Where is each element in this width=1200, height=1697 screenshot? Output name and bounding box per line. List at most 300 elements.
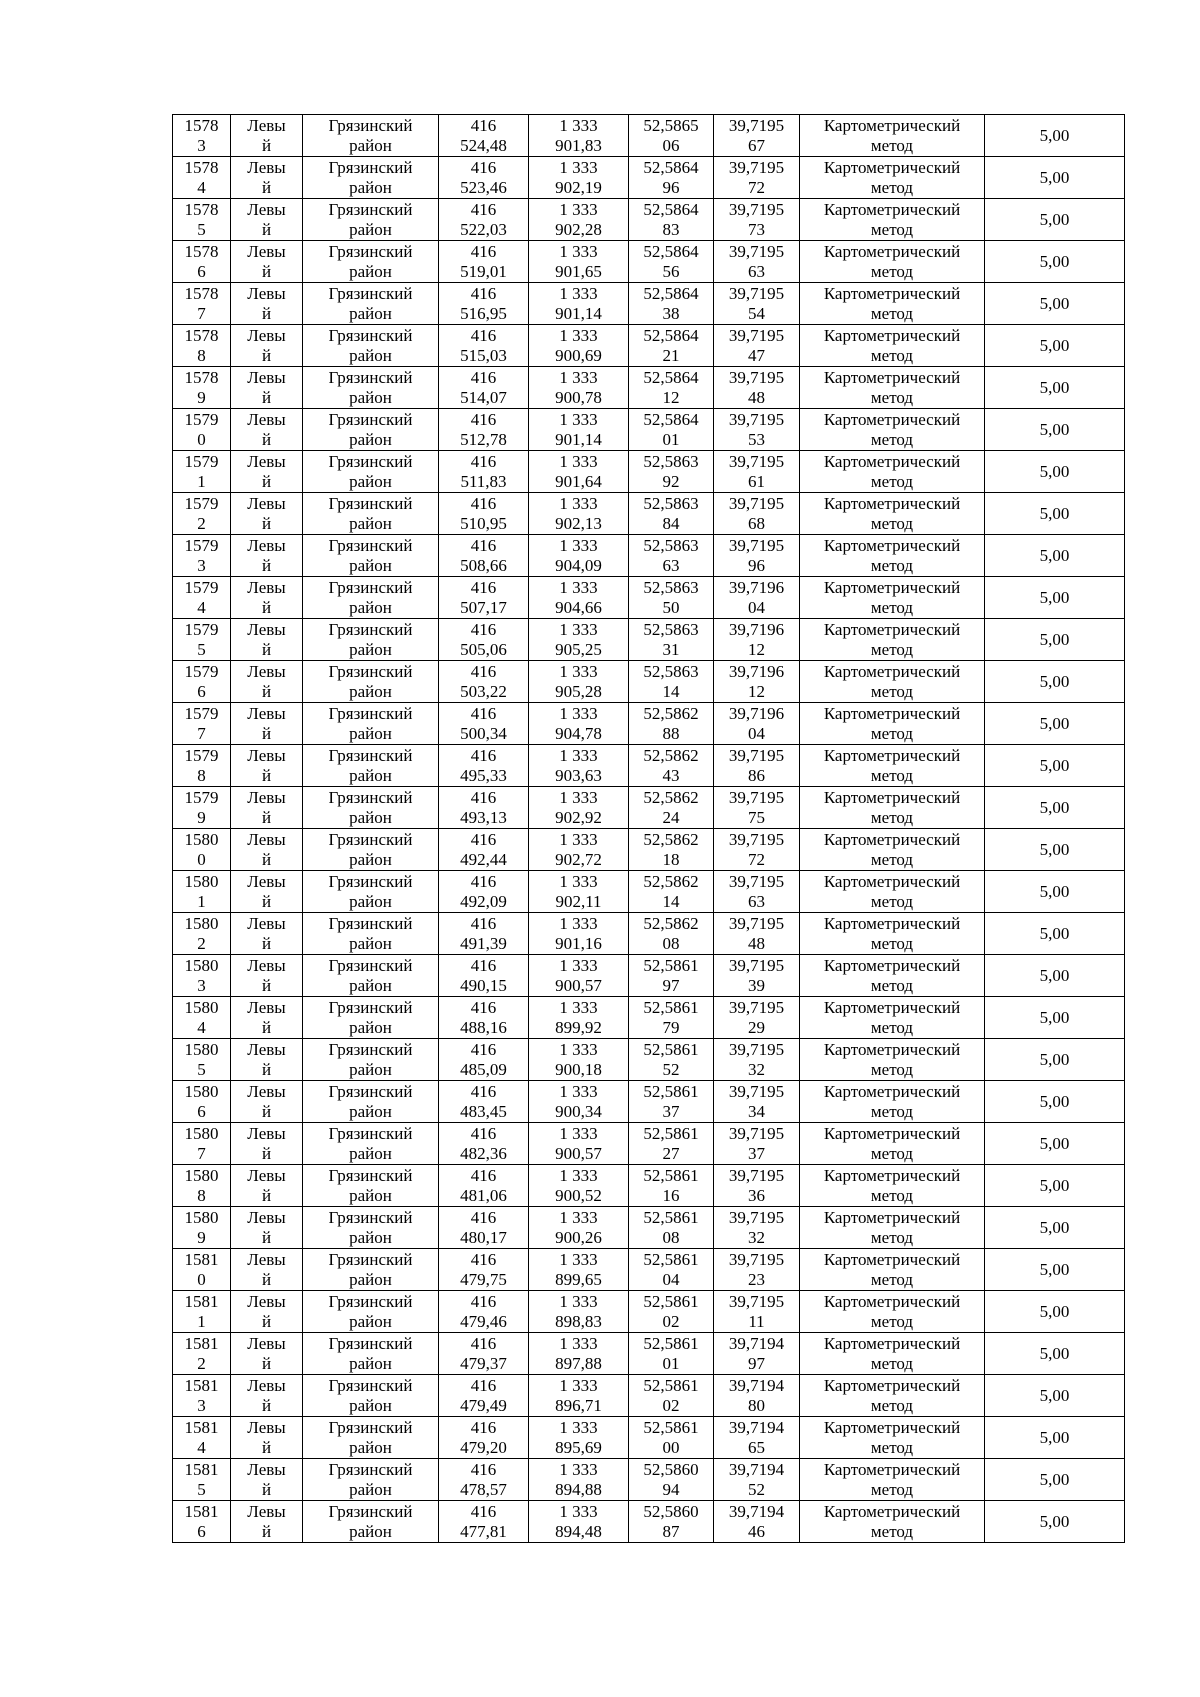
table-row xyxy=(173,451,1125,493)
latitude-line-1: 52,5860 xyxy=(643,1501,699,1521)
y-coordinate-cell xyxy=(529,1459,629,1501)
x-coordinate-line-2: 479,75 xyxy=(460,1269,507,1289)
longitude-line-2: 11 xyxy=(748,1311,765,1331)
method-cell xyxy=(800,1333,985,1375)
point-number-cell xyxy=(173,535,231,577)
table-row xyxy=(173,787,1125,829)
table-body xyxy=(173,115,1125,1543)
table-row xyxy=(173,1039,1125,1081)
table-row xyxy=(173,157,1125,199)
side-line-1: Левы xyxy=(247,115,286,135)
point-number-line-1: 1578 xyxy=(184,325,219,345)
latitude-line-1: 52,5861 xyxy=(643,1165,699,1185)
district-line-1: Грязинский xyxy=(328,871,413,891)
longitude-cell xyxy=(714,535,800,577)
side-cell xyxy=(231,703,303,745)
longitude-line-2: 12 xyxy=(748,681,765,701)
side-line-2: й xyxy=(261,1521,272,1541)
y-coordinate-cell xyxy=(529,1501,629,1543)
side-cell xyxy=(231,1207,303,1249)
y-coordinate-cell xyxy=(529,787,629,829)
district-cell xyxy=(303,493,439,535)
table-row xyxy=(173,283,1125,325)
district-line-1: Грязинский xyxy=(328,1165,413,1185)
longitude-line-1: 39,7195 xyxy=(728,409,785,429)
method-cell xyxy=(800,703,985,745)
latitude-line-2: 37 xyxy=(662,1101,680,1121)
side-line-2: й xyxy=(261,1143,272,1163)
method-line-2: метод xyxy=(870,345,914,365)
x-coordinate-line-2: 492,44 xyxy=(460,849,507,869)
method-line-1: Картометрический xyxy=(823,1459,961,1479)
district-line-2: район xyxy=(349,933,392,953)
point-number-line-2: 5 xyxy=(197,1479,206,1499)
longitude-line-1: 39,7195 xyxy=(728,493,785,513)
district-cell xyxy=(303,157,439,199)
x-coordinate-cell xyxy=(439,283,529,325)
point-number-cell xyxy=(173,577,231,619)
district-line-1: Грязинский xyxy=(328,1417,413,1437)
x-coordinate-line-1: 416 xyxy=(470,913,497,933)
latitude-line-1: 52,5863 xyxy=(643,619,699,639)
district-line-2: район xyxy=(349,975,392,995)
point-number-line-1: 1579 xyxy=(184,787,219,807)
method-cell xyxy=(800,745,985,787)
latitude-cell xyxy=(629,241,714,283)
x-coordinate-cell xyxy=(439,703,529,745)
longitude-line-1: 39,7195 xyxy=(728,451,785,471)
y-coordinate-cell xyxy=(529,1207,629,1249)
point-number-line-1: 1579 xyxy=(184,661,219,681)
y-coordinate-line-2: 897,88 xyxy=(555,1353,602,1373)
side-line-2: й xyxy=(261,1059,272,1079)
side-line-2: й xyxy=(261,765,272,785)
y-coordinate-line-1: 1 333 xyxy=(559,703,598,723)
method-line-2: метод xyxy=(870,177,914,197)
latitude-line-2: 16 xyxy=(662,1185,680,1205)
x-coordinate-cell xyxy=(439,1459,529,1501)
district-line-1: Грязинский xyxy=(328,367,413,387)
table-row xyxy=(173,997,1125,1039)
table-row xyxy=(173,1207,1125,1249)
point-number-cell xyxy=(173,1375,231,1417)
y-coordinate-line-1: 1 333 xyxy=(559,661,598,681)
y-coordinate-cell xyxy=(529,1417,629,1459)
latitude-line-2: 92 xyxy=(662,471,680,491)
method-line-1: Картометрический xyxy=(823,1291,961,1311)
y-coordinate-line-1: 1 333 xyxy=(559,157,598,177)
longitude-line-1: 39,7196 xyxy=(728,619,785,639)
point-number-line-2: 4 xyxy=(197,1437,206,1457)
x-coordinate-line-1: 416 xyxy=(470,997,497,1017)
district-cell xyxy=(303,703,439,745)
y-coordinate-line-2: 901,83 xyxy=(555,135,602,155)
method-line-1: Картометрический xyxy=(823,1081,961,1101)
district-line-2: район xyxy=(349,723,392,743)
y-coordinate-line-1: 1 333 xyxy=(559,787,598,807)
latitude-line-1: 52,5862 xyxy=(643,703,699,723)
point-number-cell xyxy=(173,115,231,157)
longitude-line-2: 52 xyxy=(748,1479,765,1499)
accuracy-cell: 5,00 xyxy=(985,619,1125,661)
side-cell xyxy=(231,913,303,955)
y-coordinate-line-1: 1 333 xyxy=(559,1165,598,1185)
latitude-line-2: 31 xyxy=(662,639,680,659)
x-coordinate-line-1: 416 xyxy=(470,745,497,765)
table-row xyxy=(173,871,1125,913)
y-coordinate-cell xyxy=(529,1123,629,1165)
latitude-cell xyxy=(629,1123,714,1165)
y-coordinate-cell xyxy=(529,577,629,619)
latitude-line-1: 52,5863 xyxy=(643,577,699,597)
y-coordinate-cell xyxy=(529,1249,629,1291)
point-number-cell xyxy=(173,409,231,451)
method-line-1: Картометрический xyxy=(823,451,961,471)
latitude-line-2: 27 xyxy=(662,1143,680,1163)
y-coordinate-line-1: 1 333 xyxy=(559,913,598,933)
longitude-line-2: 86 xyxy=(748,765,765,785)
longitude-line-2: 34 xyxy=(748,1101,765,1121)
district-line-1: Грязинский xyxy=(328,115,413,135)
longitude-cell xyxy=(714,955,800,997)
side-cell xyxy=(231,115,303,157)
point-number-line-1: 1578 xyxy=(184,241,219,261)
longitude-line-1: 39,7195 xyxy=(728,913,785,933)
longitude-cell xyxy=(714,115,800,157)
method-line-2: метод xyxy=(870,597,914,617)
longitude-line-2: 12 xyxy=(748,639,765,659)
longitude-cell xyxy=(714,871,800,913)
district-line-2: район xyxy=(349,219,392,239)
latitude-cell xyxy=(629,1039,714,1081)
district-line-2: район xyxy=(349,429,392,449)
y-coordinate-line-1: 1 333 xyxy=(559,325,598,345)
district-line-2: район xyxy=(349,1269,392,1289)
x-coordinate-line-1: 416 xyxy=(470,829,497,849)
longitude-cell xyxy=(714,1291,800,1333)
point-number-cell xyxy=(173,451,231,493)
longitude-line-1: 39,7195 xyxy=(728,325,785,345)
x-coordinate-line-2: 488,16 xyxy=(460,1017,507,1037)
x-coordinate-line-1: 416 xyxy=(470,1291,497,1311)
method-line-2: метод xyxy=(870,891,914,911)
point-number-cell xyxy=(173,241,231,283)
x-coordinate-cell xyxy=(439,997,529,1039)
point-number-line-1: 1579 xyxy=(184,493,219,513)
table-row xyxy=(173,409,1125,451)
method-line-2: метод xyxy=(870,1227,914,1247)
y-coordinate-cell xyxy=(529,367,629,409)
point-number-cell xyxy=(173,955,231,997)
method-line-2: метод xyxy=(870,1353,914,1373)
y-coordinate-cell xyxy=(529,997,629,1039)
side-line-2: й xyxy=(261,849,272,869)
y-coordinate-line-2: 899,65 xyxy=(555,1269,602,1289)
point-number-cell xyxy=(173,1501,231,1543)
point-number-line-1: 1581 xyxy=(184,1333,219,1353)
side-line-2: й xyxy=(261,597,272,617)
point-number-cell xyxy=(173,703,231,745)
method-cell xyxy=(800,157,985,199)
side-line-1: Левы xyxy=(247,451,286,471)
district-cell xyxy=(303,451,439,493)
latitude-line-2: 50 xyxy=(662,597,680,617)
point-number-line-2: 3 xyxy=(197,135,206,155)
latitude-line-1: 52,5861 xyxy=(643,1207,699,1227)
point-number-line-2: 5 xyxy=(197,639,206,659)
table-row xyxy=(173,325,1125,367)
method-line-1: Картометрический xyxy=(823,1039,961,1059)
side-cell xyxy=(231,1039,303,1081)
point-number-line-2: 9 xyxy=(197,807,206,827)
y-coordinate-cell xyxy=(529,409,629,451)
side-cell xyxy=(231,871,303,913)
method-line-1: Картометрический xyxy=(823,115,961,135)
side-line-2: й xyxy=(261,1185,272,1205)
longitude-cell xyxy=(714,1333,800,1375)
accuracy-cell: 5,00 xyxy=(985,1501,1125,1543)
latitude-cell xyxy=(629,955,714,997)
district-line-1: Грязинский xyxy=(328,451,413,471)
latitude-line-1: 52,5863 xyxy=(643,451,699,471)
latitude-line-2: 43 xyxy=(662,765,680,785)
accuracy-cell: 5,00 xyxy=(985,1333,1125,1375)
y-coordinate-cell xyxy=(529,871,629,913)
side-line-2: й xyxy=(261,429,272,449)
side-line-1: Левы xyxy=(247,1081,286,1101)
x-coordinate-line-1: 416 xyxy=(470,871,497,891)
point-number-line-1: 1579 xyxy=(184,619,219,639)
side-line-2: й xyxy=(261,513,272,533)
y-coordinate-line-2: 901,64 xyxy=(555,471,602,491)
x-coordinate-cell xyxy=(439,199,529,241)
accuracy-cell: 5,00 xyxy=(985,1417,1125,1459)
method-line-1: Картометрический xyxy=(823,241,961,261)
point-number-cell xyxy=(173,997,231,1039)
y-coordinate-cell xyxy=(529,157,629,199)
method-cell xyxy=(800,199,985,241)
district-line-1: Грязинский xyxy=(328,1123,413,1143)
method-cell xyxy=(800,1291,985,1333)
x-coordinate-line-2: 512,78 xyxy=(460,429,507,449)
side-cell xyxy=(231,367,303,409)
longitude-line-1: 39,7195 xyxy=(728,1207,785,1227)
accuracy-cell: 5,00 xyxy=(985,325,1125,367)
side-line-2: й xyxy=(261,975,272,995)
accuracy-cell: 5,00 xyxy=(985,199,1125,241)
method-cell xyxy=(800,829,985,871)
point-number-line-2: 3 xyxy=(197,975,206,995)
district-line-1: Грязинский xyxy=(328,199,413,219)
latitude-line-2: 79 xyxy=(662,1017,680,1037)
side-line-2: й xyxy=(261,1437,272,1457)
point-number-line-1: 1579 xyxy=(184,409,219,429)
point-number-line-2: 6 xyxy=(197,681,206,701)
x-coordinate-line-1: 416 xyxy=(470,493,497,513)
y-coordinate-line-1: 1 333 xyxy=(559,1207,598,1227)
point-number-cell xyxy=(173,871,231,913)
latitude-line-2: 08 xyxy=(662,1227,680,1247)
accuracy-cell: 5,00 xyxy=(985,829,1125,871)
accuracy-cell: 5,00 xyxy=(985,1039,1125,1081)
latitude-line-2: 96 xyxy=(662,177,680,197)
method-line-2: метод xyxy=(870,1437,914,1457)
y-coordinate-line-1: 1 333 xyxy=(559,1291,598,1311)
method-line-1: Картометрический xyxy=(823,1375,961,1395)
side-line-1: Левы xyxy=(247,199,286,219)
method-line-1: Картометрический xyxy=(823,157,961,177)
x-coordinate-cell xyxy=(439,115,529,157)
method-line-1: Картометрический xyxy=(823,703,961,723)
method-cell xyxy=(800,367,985,409)
x-coordinate-line-2: 503,22 xyxy=(460,681,507,701)
point-number-line-2: 6 xyxy=(197,1101,206,1121)
longitude-cell xyxy=(714,199,800,241)
side-line-2: й xyxy=(261,1479,272,1499)
longitude-line-2: 96 xyxy=(748,555,765,575)
longitude-cell xyxy=(714,367,800,409)
accuracy-cell: 5,00 xyxy=(985,241,1125,283)
side-line-1: Левы xyxy=(247,913,286,933)
longitude-line-1: 39,7196 xyxy=(728,703,785,723)
side-cell xyxy=(231,1501,303,1543)
side-cell xyxy=(231,1333,303,1375)
point-number-line-2: 7 xyxy=(197,1143,206,1163)
method-line-1: Картометрический xyxy=(823,871,961,891)
district-cell xyxy=(303,1333,439,1375)
method-cell xyxy=(800,661,985,703)
table-row xyxy=(173,493,1125,535)
y-coordinate-cell xyxy=(529,493,629,535)
y-coordinate-line-2: 902,19 xyxy=(555,177,602,197)
point-number-line-2: 6 xyxy=(197,1521,206,1541)
x-coordinate-line-1: 416 xyxy=(470,1123,497,1143)
y-coordinate-line-1: 1 333 xyxy=(559,535,598,555)
latitude-line-2: 84 xyxy=(662,513,680,533)
longitude-line-2: 72 xyxy=(748,849,765,869)
x-coordinate-line-2: 479,37 xyxy=(460,1353,507,1373)
point-number-line-1: 1580 xyxy=(184,1207,219,1227)
latitude-cell xyxy=(629,325,714,367)
latitude-line-1: 52,5861 xyxy=(643,1333,699,1353)
latitude-cell xyxy=(629,451,714,493)
side-line-2: й xyxy=(261,555,272,575)
y-coordinate-line-2: 900,78 xyxy=(555,387,602,407)
coordinates-table xyxy=(172,114,1125,1543)
y-coordinate-line-1: 1 333 xyxy=(559,493,598,513)
table-row xyxy=(173,199,1125,241)
side-line-1: Левы xyxy=(247,535,286,555)
point-number-line-1: 1579 xyxy=(184,577,219,597)
method-line-1: Картометрический xyxy=(823,1501,961,1521)
side-line-2: й xyxy=(261,1101,272,1121)
accuracy-cell: 5,00 xyxy=(985,115,1125,157)
district-cell xyxy=(303,409,439,451)
accuracy-cell: 5,00 xyxy=(985,1123,1125,1165)
x-coordinate-line-2: 480,17 xyxy=(460,1227,507,1247)
method-cell xyxy=(800,619,985,661)
y-coordinate-cell xyxy=(529,1333,629,1375)
point-number-line-2: 6 xyxy=(197,261,206,281)
district-cell xyxy=(303,1375,439,1417)
district-cell xyxy=(303,577,439,619)
method-cell xyxy=(800,1501,985,1543)
longitude-line-2: 73 xyxy=(748,219,765,239)
latitude-line-1: 52,5861 xyxy=(643,1375,699,1395)
y-coordinate-line-2: 902,28 xyxy=(555,219,602,239)
side-cell xyxy=(231,535,303,577)
latitude-line-1: 52,5864 xyxy=(643,241,699,261)
district-line-1: Грязинский xyxy=(328,1501,413,1521)
longitude-cell xyxy=(714,1207,800,1249)
y-coordinate-line-2: 901,16 xyxy=(555,933,602,953)
accuracy-cell: 5,00 xyxy=(985,367,1125,409)
method-cell xyxy=(800,955,985,997)
accuracy-cell: 5,00 xyxy=(985,871,1125,913)
x-coordinate-line-1: 416 xyxy=(470,283,497,303)
x-coordinate-cell xyxy=(439,1207,529,1249)
x-coordinate-cell xyxy=(439,619,529,661)
x-coordinate-line-2: 508,66 xyxy=(460,555,507,575)
district-line-1: Грязинский xyxy=(328,703,413,723)
district-line-2: район xyxy=(349,513,392,533)
longitude-cell xyxy=(714,325,800,367)
y-coordinate-cell xyxy=(529,1081,629,1123)
latitude-cell xyxy=(629,199,714,241)
method-line-2: метод xyxy=(870,1143,914,1163)
side-line-1: Левы xyxy=(247,283,286,303)
longitude-line-1: 39,7195 xyxy=(728,1165,785,1185)
latitude-line-2: 83 xyxy=(662,219,680,239)
accuracy-cell: 5,00 xyxy=(985,1375,1125,1417)
method-line-1: Картометрический xyxy=(823,367,961,387)
latitude-line-2: 14 xyxy=(662,891,680,911)
side-line-1: Левы xyxy=(247,1207,286,1227)
x-coordinate-line-1: 416 xyxy=(470,1417,497,1437)
y-coordinate-line-1: 1 333 xyxy=(559,577,598,597)
x-coordinate-cell xyxy=(439,451,529,493)
longitude-cell xyxy=(714,619,800,661)
longitude-line-2: 53 xyxy=(748,429,765,449)
latitude-line-1: 52,5862 xyxy=(643,745,699,765)
method-line-2: метод xyxy=(870,555,914,575)
district-line-1: Грязинский xyxy=(328,157,413,177)
method-line-1: Картометрический xyxy=(823,913,961,933)
method-line-2: метод xyxy=(870,1479,914,1499)
district-cell xyxy=(303,283,439,325)
latitude-line-1: 52,5861 xyxy=(643,955,699,975)
side-line-2: й xyxy=(261,807,272,827)
y-coordinate-cell xyxy=(529,535,629,577)
district-line-1: Грязинский xyxy=(328,1291,413,1311)
district-line-2: район xyxy=(349,1143,392,1163)
side-line-2: й xyxy=(261,219,272,239)
accuracy-cell: 5,00 xyxy=(985,535,1125,577)
method-line-1: Картометрический xyxy=(823,325,961,345)
x-coordinate-line-1: 416 xyxy=(470,535,497,555)
longitude-line-1: 39,7194 xyxy=(728,1333,785,1353)
latitude-cell xyxy=(629,157,714,199)
point-number-line-1: 1581 xyxy=(184,1501,219,1521)
longitude-cell xyxy=(714,1039,800,1081)
x-coordinate-line-2: 519,01 xyxy=(460,261,507,281)
y-coordinate-cell xyxy=(529,283,629,325)
x-coordinate-line-1: 416 xyxy=(470,661,497,681)
longitude-line-1: 39,7195 xyxy=(728,829,785,849)
latitude-cell xyxy=(629,871,714,913)
x-coordinate-line-1: 416 xyxy=(470,619,497,639)
x-coordinate-cell xyxy=(439,241,529,283)
